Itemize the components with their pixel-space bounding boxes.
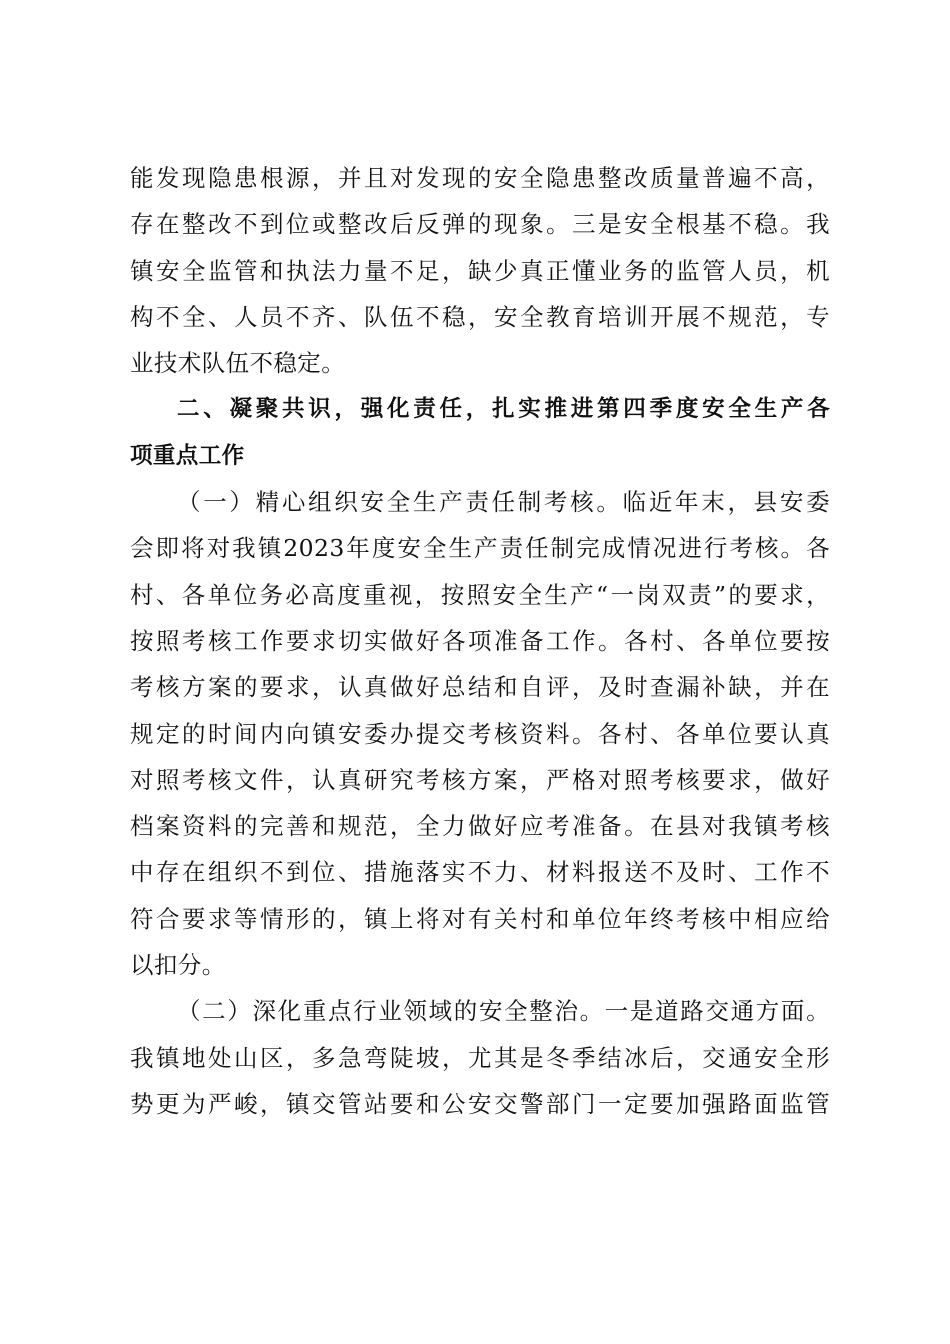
text-line: 对照考核文件，认真研究考核方案，严格对照考核要求，做好 bbox=[130, 765, 830, 794]
text-line: 村、各单位务必高度重视，按照安全生产“一岗双责”的要求， bbox=[130, 580, 830, 609]
section-heading bbox=[130, 386, 830, 479]
text-line: 规定的时间内向镇安委办提交考核资料。各村、各单位要认真 bbox=[130, 719, 830, 748]
document-body bbox=[130, 155, 830, 1127]
text-line: 按照考核工作要求切实做好各项准备工作。各村、各单位要按 bbox=[130, 626, 830, 655]
text-line: 我镇地处山区，多急弯陡坡，尤其是冬季结冰后，交通安全形 bbox=[130, 1043, 830, 1072]
text-line: 档案资料的完善和规范，全力做好应考准备。在县对我镇考核 bbox=[130, 812, 830, 841]
text-line: 势更为严峻，镇交管站要和公安交警部门一定要加强路面监管 bbox=[130, 1089, 830, 1118]
text-line: 考核方案的要求，认真做好总结和自评，及时查漏补缺，并在 bbox=[130, 673, 830, 702]
text-line: 会即将对我镇2023年度安全生产责任制完成情况进行考核。各 bbox=[130, 534, 830, 563]
text-line: 中存在组织不到位、措施落实不力、材料报送不及时、工作不 bbox=[130, 858, 830, 887]
text-line: （一）精心组织安全生产责任制考核。临近年末，县安委 bbox=[177, 488, 830, 517]
text-line: 能发现隐患根源，并且对发现的安全隐患整改质量普遍不高， bbox=[130, 164, 830, 192]
text-line: 构不全、人员不齐、队伍不稳，安全教育培训开展不规范，专 bbox=[130, 302, 830, 331]
paragraph-continued bbox=[130, 155, 830, 386]
paragraph-assessment bbox=[130, 479, 830, 988]
text-line: 存在整改不到位或整改后反弹的现象。三是安全根基不稳。我 bbox=[130, 210, 830, 239]
text-line: （二）深化重点行业领域的安全整治。一是道路交通方面。 bbox=[177, 997, 830, 1026]
text-line: 以扣分。 bbox=[130, 951, 226, 980]
heading-line: 二、凝聚共识，强化责任，扎实推进第四季度安全生产各 bbox=[177, 396, 830, 423]
heading-line: 项重点工作 bbox=[130, 442, 245, 469]
paragraph-rectification bbox=[130, 988, 830, 1127]
text-line: 符合要求等情形的，镇上将对有关村和单位年终考核中相应给 bbox=[130, 904, 830, 933]
text-line: 镇安全监管和执法力量不足，缺少真正懂业务的监管人员，机 bbox=[130, 256, 830, 285]
text-line: 业技术队伍不稳定。 bbox=[130, 349, 346, 378]
